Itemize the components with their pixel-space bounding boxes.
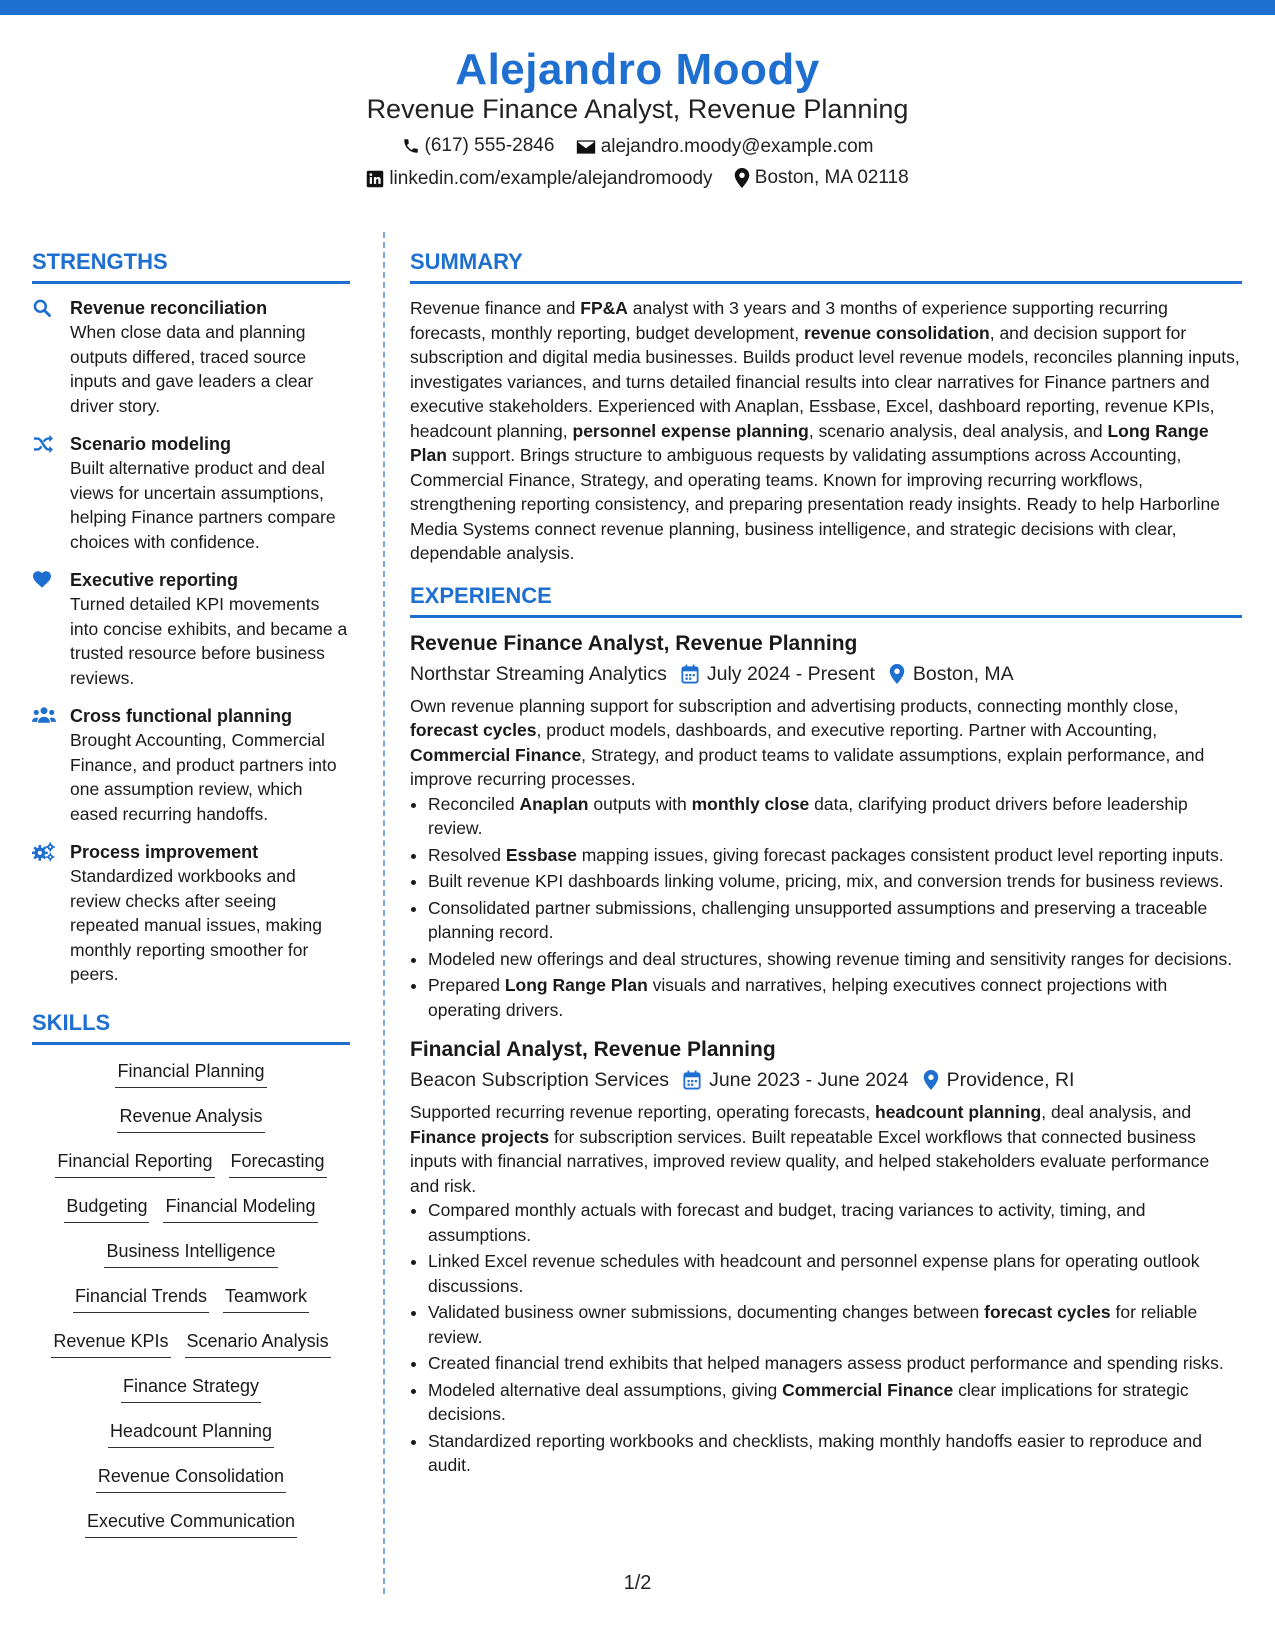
strength-desc: Standardized workbooks and review checks after seeing repeated manual issues, making monthly reporting smoother for peers. <box>70 866 322 984</box>
skill-tag: Financial Trends <box>73 1282 209 1313</box>
strengths-heading: STRENGTHS <box>32 248 350 284</box>
summary-heading: SUMMARY <box>410 248 1242 284</box>
job-bullets <box>410 792 1242 1023</box>
bullet-item <box>428 1378 1242 1427</box>
bold-text: Essbase <box>505 844 577 865</box>
job-meta <box>410 1066 1242 1094</box>
bold-text: personnel expense planning <box>572 420 809 441</box>
phone-item[interactable] <box>402 133 555 159</box>
strength-title: Revenue reconciliation <box>70 298 268 318</box>
job-meta <box>410 660 1242 688</box>
strength-item <box>32 568 350 690</box>
skills-heading: SKILLS <box>32 1009 350 1045</box>
skill-tag: Teamwork <box>223 1282 309 1313</box>
candidate-headline: Revenue Finance Analyst, Revenue Planning <box>366 94 909 124</box>
text-run: , deal analysis, and <box>1041 1102 1192 1122</box>
skills-row <box>32 1057 350 1089</box>
bullet-item <box>428 843 1242 868</box>
text-run: Standardized reporting workbooks and checklists, making monthly handoffs easier to reproduce and audit. <box>428 1430 1203 1475</box>
bold-text: Commercial Finance <box>410 744 582 765</box>
job-title: Financial Analyst, Revenue Planning <box>410 1038 776 1061</box>
bold-text: monthly close <box>691 793 810 814</box>
location-text: Boston, MA 02118 <box>754 167 909 188</box>
summary-text <box>410 296 1242 566</box>
bullet-item <box>428 896 1242 945</box>
strength-item <box>32 432 350 554</box>
strength-desc: Built alternative product and deal views for uncertain assumptions, helping Finance partners compare choices with confidence. <box>70 458 336 552</box>
skill-tag: Revenue Analysis <box>117 1102 264 1133</box>
text-run: visuals and narratives, helping executives connect projections with operating drivers. <box>428 975 1168 1020</box>
text-run: data, clarifying product drivers before leadership review. <box>428 793 1188 838</box>
text-run: Own revenue planning support for subscription and advertising products, connecting monthly close, <box>410 695 1179 716</box>
skill-tag: Scenario Analysis <box>185 1327 331 1358</box>
skills-row <box>32 1507 350 1539</box>
left-column <box>32 248 350 1552</box>
envelope-icon <box>576 139 596 155</box>
strength-item <box>32 840 350 987</box>
skills-row <box>32 1147 350 1179</box>
job-company: Northstar Streaming Analytics <box>410 662 667 685</box>
bullet-item <box>428 1249 1242 1298</box>
strength-title: Executive reporting <box>70 570 239 590</box>
skills-row <box>32 1237 350 1269</box>
calendar-icon <box>681 664 699 684</box>
linkedin-text: linkedin.com/example/alejandromoody <box>389 168 713 189</box>
job-description <box>410 1100 1242 1198</box>
strength-item <box>32 296 350 418</box>
text-run: Compared monthly actuals with forecast and budget, tracing variances to activity, timing, and assumptions. <box>428 1200 1146 1245</box>
strength-title: Cross functional planning <box>70 706 293 726</box>
top-accent-bar <box>0 0 1275 15</box>
map-pin-icon <box>734 168 750 188</box>
skills-row <box>32 1102 350 1134</box>
strength-title: Process improvement <box>70 842 259 862</box>
text-run: Linked Excel revenue schedules with headcount and personnel expense plans for operating outlook discussions. <box>428 1251 1200 1296</box>
skills-row <box>32 1417 350 1449</box>
phone-text: (617) 555-2846 <box>424 135 555 156</box>
bullet-item <box>428 1300 1242 1349</box>
bold-text: forecast cycles <box>984 1302 1111 1322</box>
heart-icon <box>32 570 52 588</box>
bullet-item <box>428 869 1242 894</box>
job-dates: June 2023 - June 2024 <box>709 1069 909 1091</box>
shuffle-icon <box>32 434 54 454</box>
linkedin-item[interactable] <box>366 166 712 192</box>
search-icon <box>32 298 52 318</box>
skill-tag: Financial Planning <box>115 1057 266 1088</box>
strength-title: Scenario modeling <box>70 434 232 454</box>
map-pin-icon <box>923 1070 939 1090</box>
text-run: mapping issues, giving forecast packages consistent product level reporting inputs. <box>576 844 1224 865</box>
skills-row <box>32 1282 350 1314</box>
cogs-icon <box>32 842 56 862</box>
job-bullets <box>410 1198 1242 1478</box>
bullet-item <box>428 947 1242 972</box>
text-run: Modeled new offerings and deal structures, showing revenue timing and sensitivity ranges for decisions. <box>428 948 1233 969</box>
skills-row <box>32 1462 350 1494</box>
bold-text: Long Range Plan <box>504 975 648 995</box>
strength-desc: Turned detailed KPI movements into concise exhibits, and became a trusted resource before business reviews. <box>70 594 348 688</box>
bullet-item <box>428 973 1242 1022</box>
text-run: Built revenue KPI dashboards linking volume, pricing, mix, and conversion trends for business reviews. <box>428 871 1224 891</box>
text-run: , Strategy, and product teams to validate assumptions, explain performance, and improve recurring processes. <box>410 744 1205 789</box>
skill-tag: Headcount Planning <box>108 1417 274 1448</box>
bold-text: revenue consolidation <box>803 322 990 343</box>
text-run: Consolidated partner submissions, challenging unsupported assumptions and preserving a traceable planning record. <box>428 897 1208 942</box>
phone-icon <box>402 137 420 155</box>
text-run: Revenue finance and <box>410 298 581 318</box>
text-run: for subscription services. Built repeatable Excel workflows that connected business inputs with financial narratives, improved review quality, and helped stakeholders evaluate performance and risk. <box>410 1126 1210 1196</box>
text-run: , and decision support for subscription and digital media businesses. Builds product level revenue models, reconciles planning inputs, investigates variances, and turns detailed financial results into clear narratives for Finance partners and executive stakeholders. Experienced with Anaplan, Essbase, Excel, dashboard reporting, revenue KPIs, headcount planning, <box>410 322 1240 441</box>
job-entry <box>410 1036 1242 1478</box>
text-run: Reconciled <box>428 793 520 814</box>
users-icon <box>32 706 56 724</box>
bold-text: Long Range Plan <box>410 420 1209 465</box>
skills-row <box>32 1192 350 1224</box>
column-divider <box>383 232 385 1594</box>
bullet-item <box>428 1198 1242 1247</box>
experience-heading: EXPERIENCE <box>410 582 1242 618</box>
skill-tag: Financial Reporting <box>55 1147 214 1178</box>
job-location: Providence, RI <box>946 1069 1075 1091</box>
right-column <box>410 248 1242 1492</box>
job-description <box>410 694 1242 792</box>
bullet-item <box>428 1351 1242 1376</box>
bold-text: Commercial Finance <box>782 1379 954 1400</box>
job-entry <box>410 630 1242 1023</box>
text-run: support. Brings structure to ambiguous requests by validating assumptions across Accounting, Commercial Finance, Strategy, and operating teams. Known for improving recurring workflows, strengthening reporting consistency, and preparing presentation ready insights. Ready to help Harborline Media Systems connect revenue planning, business intelligence, and strategic decisions with clear, dependable analysis. <box>410 445 1221 563</box>
text-run: , scenario analysis, deal analysis, and <box>808 420 1108 441</box>
text-run: Validated business owner submissions, documenting changes between <box>428 1302 985 1322</box>
contact-row-2 <box>0 165 1275 196</box>
location-item <box>734 165 909 191</box>
strength-desc: When close data and planning outputs differed, traced source inputs and gave leaders a clear driver story. <box>70 322 314 416</box>
text-run: , product models, dashboards, and executive reporting. Partner with Accounting, <box>536 720 1158 740</box>
bold-text: forecast cycles <box>410 720 537 740</box>
job-title: Revenue Finance Analyst, Revenue Planning <box>410 631 858 655</box>
text-run: Created financial trend exhibits that helped managers assess product performance and spending risks. <box>428 1353 1224 1373</box>
bold-text: FP&A <box>580 298 628 318</box>
email-text: alejandro.moody@example.com <box>600 136 874 157</box>
skills-list <box>32 1057 350 1539</box>
bullet-item <box>428 792 1242 841</box>
bold-text: headcount planning <box>875 1102 1042 1122</box>
job-company: Beacon Subscription Services <box>410 1069 670 1091</box>
text-run: outputs with <box>588 793 692 814</box>
text-run: Modeled alternative deal assumptions, giving <box>428 1379 783 1400</box>
job-dates: July 2024 - Present <box>706 662 875 685</box>
page-number: 1/2 <box>623 1572 652 1594</box>
skill-tag: Financial Modeling <box>163 1192 317 1223</box>
text-run: Supported recurring revenue reporting, operating forecasts, <box>410 1102 875 1122</box>
skill-tag: Revenue Consolidation <box>96 1462 286 1493</box>
strength-item <box>32 704 350 826</box>
skill-tag: Forecasting <box>229 1147 327 1178</box>
skill-tag: Finance Strategy <box>121 1372 261 1403</box>
bullet-item <box>428 1429 1242 1478</box>
job-location: Boston, MA <box>912 662 1014 685</box>
calendar-icon <box>683 1070 701 1090</box>
candidate-name: Alejandro Moody <box>455 45 820 94</box>
text-run: clear implications for strategic decisions. <box>428 1379 1189 1424</box>
strength-desc: Brought Accounting, Commercial Finance, and product partners into one assumption review, which eased recurring handoffs. <box>70 730 337 824</box>
skills-row <box>32 1327 350 1359</box>
skill-tag: Revenue KPIs <box>51 1327 170 1358</box>
skill-tag: Business Intelligence <box>104 1237 277 1268</box>
text-run: Resolved <box>428 844 506 865</box>
contact-row-1 <box>0 133 1275 163</box>
skills-row <box>32 1372 350 1404</box>
text-run: Prepared <box>428 975 505 995</box>
skill-tag: Budgeting <box>64 1192 149 1223</box>
bold-text: Finance projects <box>410 1126 550 1147</box>
text-run: analyst with 3 years and 3 months of experience supporting recurring forecasts, monthly reporting, budget development, <box>410 298 1168 343</box>
map-pin-icon <box>889 664 905 684</box>
bold-text: Anaplan <box>519 793 589 814</box>
linkedin-icon <box>366 170 384 188</box>
email-item[interactable] <box>576 134 874 160</box>
text-run: for reliable review. <box>428 1302 1198 1347</box>
skill-tag: Executive Communication <box>85 1507 297 1538</box>
